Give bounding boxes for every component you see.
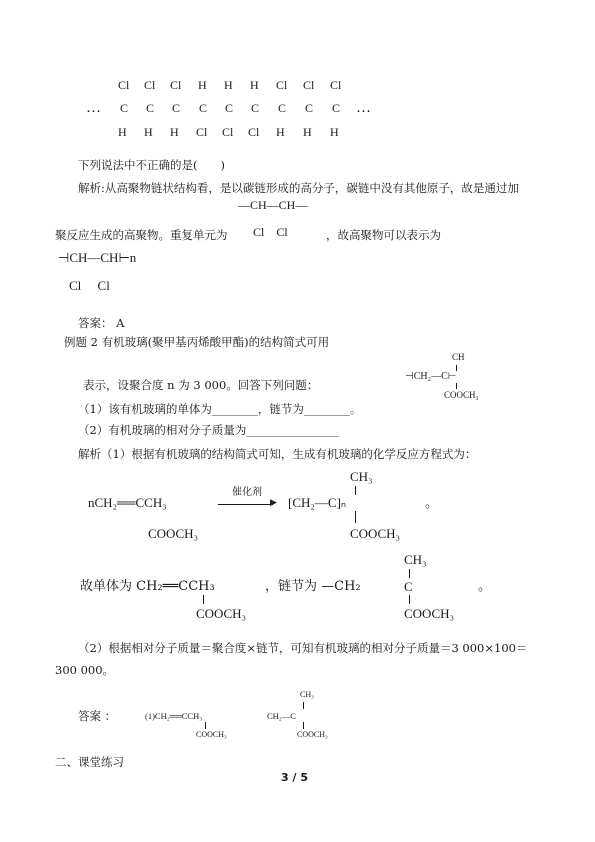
struct-top: CH bbox=[452, 352, 465, 362]
bond-line bbox=[456, 365, 457, 371]
atom: H bbox=[118, 125, 127, 139]
equation-product: [CH₂—C]ₙ bbox=[288, 495, 347, 510]
answer-top: CH₃ bbox=[300, 690, 314, 699]
struct-bottom: COOCH₃ bbox=[444, 390, 479, 400]
answer-formula-b: CH₂—C bbox=[267, 711, 296, 721]
atom: Cl bbox=[248, 125, 260, 139]
atom: Cl bbox=[222, 125, 234, 139]
chain-ellipsis-left: … bbox=[86, 100, 101, 116]
atom: C bbox=[278, 101, 287, 115]
example-heading: 例题 2 有机玻璃(聚甲基丙烯酸甲酯)的结构简式可用 bbox=[64, 335, 330, 349]
equation-bottom-right: COOCH₃ bbox=[350, 526, 401, 541]
atom: C bbox=[305, 101, 314, 115]
atom: H bbox=[224, 78, 233, 92]
answer-bottom-b: COOCH₃ bbox=[297, 730, 328, 739]
period-mark: 。 bbox=[478, 579, 492, 594]
page-number: 3 / 5 bbox=[281, 771, 308, 784]
atom: Cl bbox=[196, 125, 208, 139]
atom: Cl bbox=[144, 78, 156, 92]
answer-bottom-a: COOCH₃ bbox=[196, 730, 227, 739]
struct-main: ⊣CH₂—C⊢ bbox=[405, 371, 457, 382]
bond-line bbox=[355, 511, 356, 523]
atom: H bbox=[276, 125, 285, 139]
monomer-statement: 故单体为 CH₂══CCH₃ bbox=[80, 579, 215, 594]
arrow-head-icon: ▶ bbox=[270, 498, 277, 508]
atom: Cl bbox=[330, 78, 342, 92]
atom: H bbox=[198, 78, 207, 92]
equation-reactant: nCH₂══CCH₃ bbox=[88, 495, 167, 510]
answer-label: 答案 ： bbox=[78, 709, 117, 723]
bond-line bbox=[355, 486, 356, 495]
atom: C bbox=[199, 101, 208, 115]
equation-bottom-left: COOCH₃ bbox=[148, 526, 199, 541]
bond-line bbox=[303, 722, 304, 729]
monomer-bottom: COOCH₃ bbox=[196, 606, 247, 621]
chain-unit-carbon: C bbox=[404, 579, 413, 594]
polymer-formula: ⊣CH—CH⊢n bbox=[58, 250, 137, 265]
period-mark: 。 bbox=[425, 496, 439, 511]
atom: H bbox=[144, 125, 153, 139]
bond-line bbox=[205, 722, 206, 729]
analysis-line: 解析（1）根据有机玻璃的结构简式可知，生成有机玻璃的化学反应方程式为： bbox=[78, 447, 477, 461]
equation-top: CH₃ bbox=[350, 469, 373, 484]
atom: H bbox=[303, 125, 312, 139]
atom: C bbox=[332, 101, 341, 115]
example-text: 表示，设聚合度 n 为 3 000。回答下列问题： bbox=[83, 378, 319, 392]
analysis-line: （2）根据相对分子质量＝聚合度×链节，可知有机玻璃的相对分子质量＝3 000×100＝ bbox=[78, 641, 528, 655]
analysis-line: 300 000。 bbox=[55, 663, 115, 677]
atom: Cl bbox=[276, 78, 288, 92]
question-2: （2）有机玻璃的相对分子质量为________________ bbox=[78, 423, 339, 437]
atom: Cl bbox=[170, 78, 182, 92]
polymer-substituents: Cl Cl bbox=[69, 278, 110, 293]
atom: H bbox=[250, 78, 259, 92]
repeat-unit-fragment: —CH—CH— bbox=[238, 198, 308, 212]
analysis-line: ，故高聚物可以表示为 bbox=[326, 228, 441, 242]
catalyst-label: 催化剂 bbox=[232, 487, 262, 498]
bond-line bbox=[409, 569, 410, 578]
atom: C bbox=[172, 101, 181, 115]
chain-unit-bottom: COOCH₃ bbox=[404, 606, 455, 621]
bond-line bbox=[409, 595, 410, 604]
analysis-line: 聚反应生成的高聚物。重复单元为 bbox=[55, 228, 228, 242]
answer-formula-a: (1)CH₂══CCH₃ bbox=[145, 711, 203, 721]
atom: C bbox=[225, 101, 234, 115]
atom: Cl bbox=[118, 78, 130, 92]
repeat-unit-substituents: Cl Cl bbox=[253, 225, 288, 239]
bond-line bbox=[303, 702, 304, 709]
chain-unit-statement: ，链节为 —CH₂ bbox=[265, 579, 361, 594]
atom: C bbox=[146, 101, 155, 115]
atom: Cl bbox=[303, 78, 315, 92]
analysis-line: 解析:从高聚物链状结构看，是以碳链形成的高分子，碳链中没有其他原子，故是通过加 bbox=[78, 181, 519, 195]
atom: H bbox=[330, 125, 339, 139]
question-text: 下列说法中不正确的是( ) bbox=[78, 158, 225, 172]
section-heading: 二、课堂练习 bbox=[55, 755, 124, 769]
monomer-top: CH₃ bbox=[404, 552, 427, 567]
chain-ellipsis-right: … bbox=[356, 100, 371, 116]
reaction-arrow bbox=[218, 504, 273, 505]
atom: C bbox=[251, 101, 260, 115]
bond-line bbox=[203, 595, 204, 604]
question-1: （1）该有机玻璃的单体为________，链节为________。 bbox=[78, 402, 362, 416]
bond-line bbox=[456, 383, 457, 389]
atom: C bbox=[120, 101, 129, 115]
atom: H bbox=[170, 125, 179, 139]
answer-text: 答案： A bbox=[78, 316, 125, 330]
